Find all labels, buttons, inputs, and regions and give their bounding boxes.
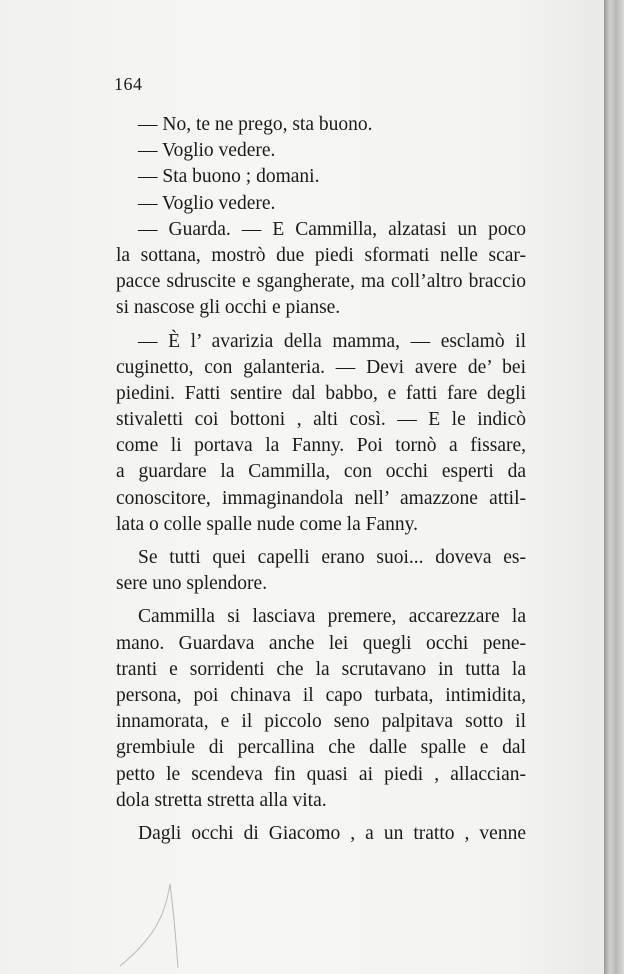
text-line: petto le scendeva fin quasi ai piedi , allaccian- [116,763,526,785]
text-line: — È l’ avarizia della mamma, — esclamò il [138,330,526,352]
text-line: si nascose gli occhi e pianse. [116,297,341,319]
text-line: grembiule di percallina che dalle spalle e dal [116,737,526,759]
text-line: conoscitore, immaginandola nell’ amazzone attil- [116,487,526,509]
text-line: dola stretta stretta alla vita. [116,789,327,811]
body-text [116,112,526,847]
text-line: persona, poi chinava il capo turbata, intimidita, [116,684,526,706]
text-line: sere uno splendore. [116,573,268,595]
text-line: tranti e sorridenti che la scrutavano in tutta la [116,658,526,680]
text-line: a guardare la Cammilla, con occhi esperti da [116,461,526,483]
text-line: mano. Guardava anche lei quegli occhi pene- [116,632,526,654]
page-number: 164 [114,74,143,94]
text-line: Cammilla si lasciava premere, accarezzare la [138,606,526,628]
text-line: — Voglio vedere. [138,192,276,214]
text-line: cuginetto, con galanteria. — Devi avere de’ bei [116,356,526,378]
text-line: Dagli occhi di Giacomo , a un tratto , venne [138,822,526,844]
text-line: — Guarda. — E Cammilla, alzatasi un poco [138,218,526,240]
text-line: lata o colle spalle nude come la Fanny. [116,513,418,535]
page-edge [604,0,624,974]
text-line: — No, te ne prego, sta buono. [138,114,373,135]
pencil-mark [100,880,190,970]
text-line: — Sta buono ; domani. [138,166,320,188]
text-line: come li portava la Fanny. Poi tornò a fissare, [116,435,526,457]
text-line: — Voglio vedere. [138,140,276,162]
text-line: Se tutti quei capelli erano suoi... doveva es- [138,547,526,568]
text-line: innamorata, e il piccolo seno palpitava sotto il [116,711,526,733]
text-line: la sottana, mostrò due piedi sformati nelle scar- [116,244,526,266]
text-line: stivaletti coi bottoni , alti così. — E le indicò [116,409,526,431]
text-line: pacce sdruscite e sgangherate, ma coll’altro braccio [116,271,526,293]
text-line: piedini. Fatti sentire dal babbo, e fatti fare degli [116,382,526,404]
